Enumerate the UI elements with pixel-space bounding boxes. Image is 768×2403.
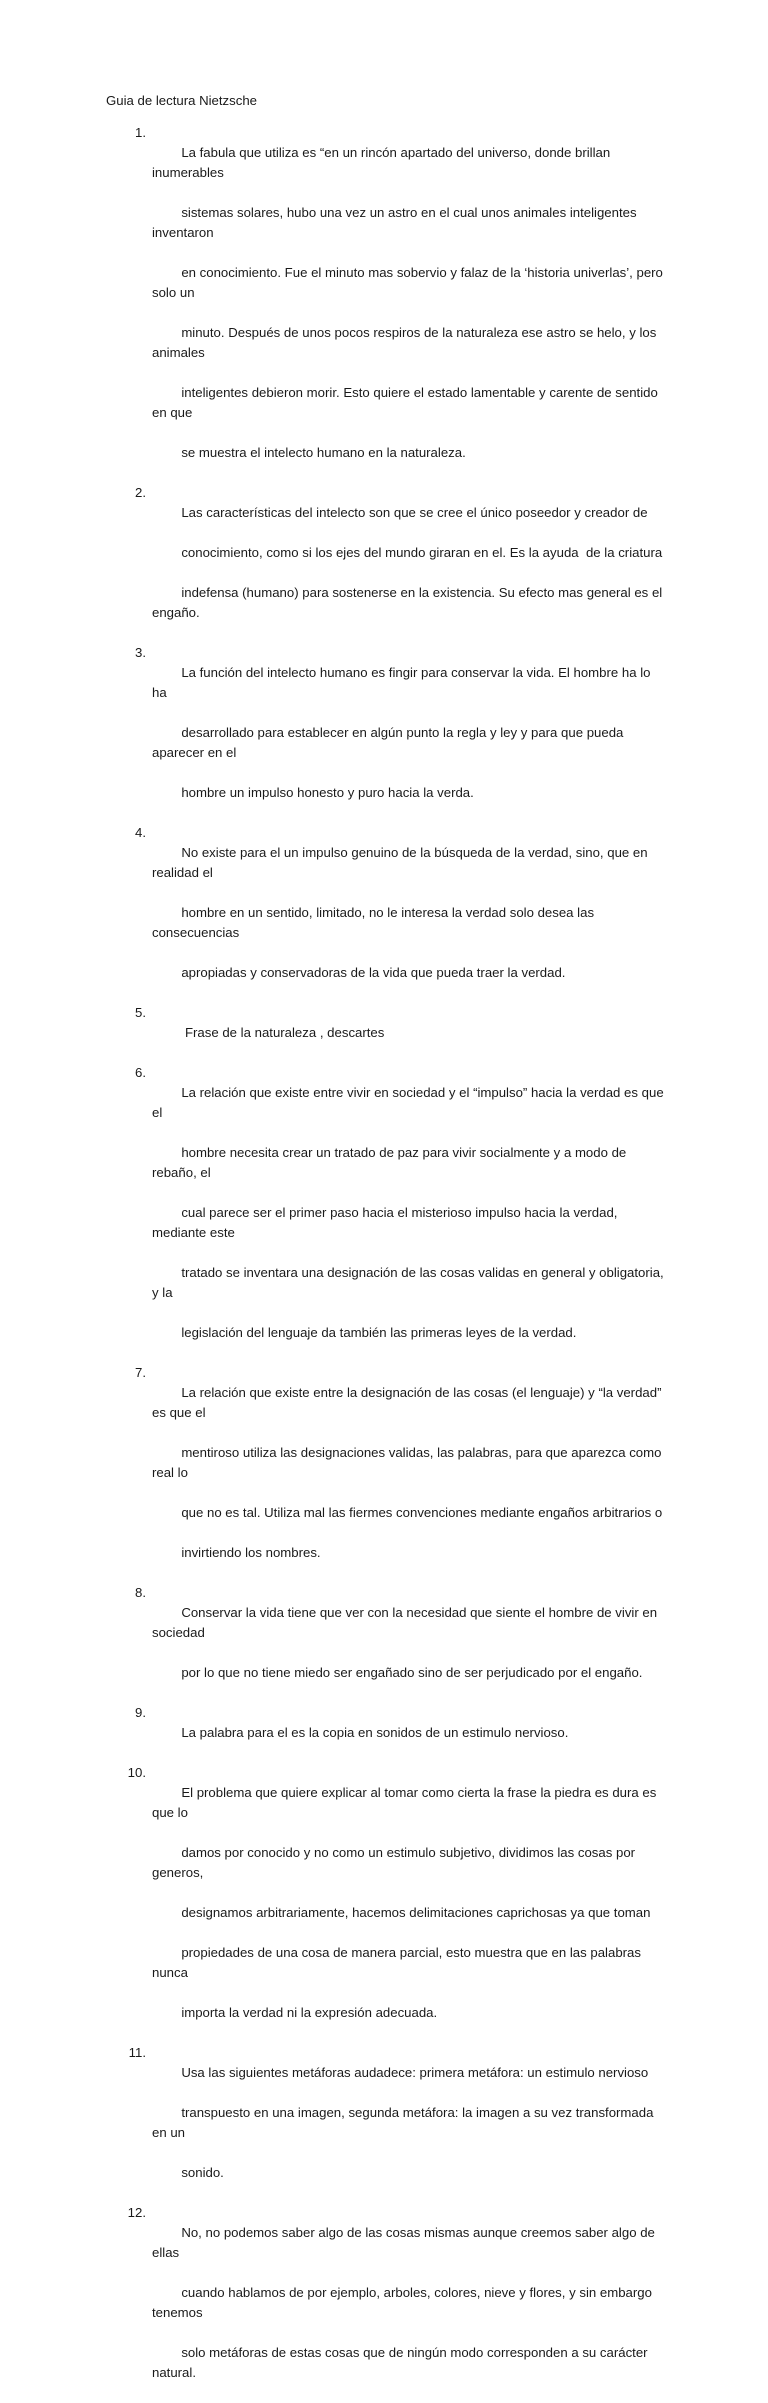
text-line: hombre un impulso honesto y puro hacia la verda. — [181, 785, 474, 800]
text-line: propiedades de una cosa de manera parcial, esto muestra que en las palabras nunca — [152, 1945, 645, 1980]
text-line: en conocimiento. Fue el minuto mas sobervio y falaz de la ‘historia univerlas’, pero solo un — [152, 265, 667, 300]
list-item — [106, 2203, 666, 2403]
item-number: 5. — [135, 1005, 146, 1020]
item-number: 3. — [135, 645, 146, 660]
item-text — [152, 1703, 666, 1763]
list-item — [106, 483, 666, 643]
item-text — [152, 1763, 666, 2043]
text-line: indefensa (humano) para sostenerse en la existencia. Su efecto mas general es el engaño. — [152, 585, 666, 620]
text-line: inteligentes debieron morir. Esto quiere el estado lamentable y carente de sentido en que — [152, 385, 662, 420]
text-line: Frase de la naturaleza , descartes — [181, 1025, 385, 1040]
text-line: designamos arbitrariamente, hacemos delimitaciones caprichosas ya que toman — [181, 1905, 651, 1920]
text-line: se muestra el intelecto humano en la naturaleza. — [181, 445, 466, 460]
item-number: 4. — [135, 825, 146, 840]
text-line: apropiadas y conservadoras de la vida que pueda traer la verdad. — [181, 965, 566, 980]
list-item — [106, 1763, 666, 2043]
item-text — [152, 1063, 666, 1363]
item-text — [152, 2043, 666, 2203]
text-line: tratado se inventara una designación de las cosas validas en general y obligatoria, y la — [152, 1265, 668, 1300]
text-line: La relación que existe entre la designación de las cosas (el lenguaje) y “la verdad” es que el — [152, 1385, 666, 1420]
item-number: 7. — [135, 1365, 146, 1380]
text-line: por lo que no tiene miedo ser engañado sino de ser perjudicado por el engaño. — [181, 1665, 643, 1680]
list-item — [106, 123, 666, 483]
text-line: desarrollado para establecer en algún punto la regla y ley y para que pueda aparecer en el — [152, 725, 628, 760]
text-line: cual parece ser el primer paso hacia el misterioso impulso hacia la verdad, mediante este — [152, 1205, 622, 1240]
text-line: transpuesto en una imagen, segunda metáfora: la imagen a su vez transformada en un — [152, 2105, 658, 2140]
text-line: Usa las siguientes metáforas audadece: primera metáfora: un estimulo nervioso — [181, 2065, 649, 2080]
text-line: damos por conocido y no como un estimulo subjetivo, dividimos las cosas por generos, — [152, 1845, 639, 1880]
list-item — [106, 823, 666, 1003]
text-line: que no es tal. Utiliza mal las fiermes convenciones mediante engaños arbitrarios o — [181, 1505, 663, 1520]
text-line: conocimiento, como si los ejes del mundo giraran en el. Es la ayuda de la criatura — [181, 545, 663, 560]
list-item — [106, 2043, 666, 2203]
list-item — [106, 1063, 666, 1363]
text-line: Conservar la vida tiene que ver con la necesidad que siente el hombre de vivir en sociedad — [152, 1605, 661, 1640]
item-number: 1. — [135, 125, 146, 140]
text-line: mentiroso utiliza las designaciones validas, las palabras, para que aparezca como real lo — [152, 1445, 666, 1480]
text-line: sonido. — [181, 2165, 224, 2180]
text-line: La relación que existe entre vivir en sociedad y el “impulso” hacia la verdad es que el — [152, 1085, 668, 1120]
text-line: El problema que quiere explicar al tomar como cierta la frase la piedra es dura es que lo — [152, 1785, 660, 1820]
list-item — [106, 1003, 666, 1063]
text-line: solo metáforas de estas cosas que de ningún modo corresponden a su carácter natural. — [152, 2345, 652, 2380]
item-text — [152, 483, 666, 643]
item-number: 12. — [127, 2205, 146, 2220]
text-line: legislación del lenguaje da también las primeras leyes de la verdad. — [181, 1325, 577, 1340]
text-line: hombre necesita crear un tratado de paz para vivir socialmente y a modo de rebaño, el — [152, 1145, 630, 1180]
text-line: cuando hablamos de por ejemplo, arboles, colores, nieve y flores, y sin embargo tenemos — [152, 2285, 656, 2320]
item-text — [152, 1583, 666, 1703]
text-line: La fabula que utiliza es “en un rincón apartado del universo, donde brillan inumerables — [152, 145, 614, 180]
text-line: No existe para el un impulso genuino de la búsqueda de la verdad, sino, que en realidad el — [152, 845, 652, 880]
list-item — [106, 1363, 666, 1583]
text-line: No, no podemos saber algo de las cosas mismas aunque creemos saber algo de ellas — [152, 2225, 659, 2260]
answer-list — [106, 123, 666, 2403]
item-number: 8. — [135, 1585, 146, 1600]
item-number: 10. — [127, 1765, 146, 1780]
item-text — [152, 123, 666, 483]
list-item — [106, 1703, 666, 1763]
text-line: hombre en un sentido, limitado, no le interesa la verdad solo desea las consecuencias — [152, 905, 598, 940]
list-item — [106, 1583, 666, 1703]
item-text — [152, 823, 666, 1003]
text-line: minuto. Después de unos pocos respiros de la naturaleza ese astro se helo, y los animales — [152, 325, 661, 360]
item-text — [152, 643, 666, 823]
item-text — [152, 2203, 666, 2403]
item-number: 9. — [135, 1705, 146, 1720]
text-line: La palabra para el es la copia en sonidos de un estimulo nervioso. — [181, 1725, 569, 1740]
text-line: sistemas solares, hubo una vez un astro en el cual unos animales inteligentes inventaron — [152, 205, 641, 240]
text-line: importa la verdad ni la expresión adecuada. — [181, 2005, 438, 2020]
item-text — [152, 1003, 666, 1063]
item-number: 11. — [128, 2045, 146, 2060]
item-number: 2. — [135, 485, 146, 500]
text-line: invirtiendo los nombres. — [181, 1545, 321, 1560]
list-item — [106, 643, 666, 823]
text-line: La función del intelecto humano es fingir para conservar la vida. El hombre ha lo ha — [152, 665, 655, 700]
item-text — [152, 1363, 666, 1583]
item-number: 6. — [135, 1065, 146, 1080]
text-line: Las características del intelecto son que se cree el único poseedor y creador de — [181, 505, 648, 520]
document-title: Guia de lectura Nietzsche — [106, 93, 257, 108]
